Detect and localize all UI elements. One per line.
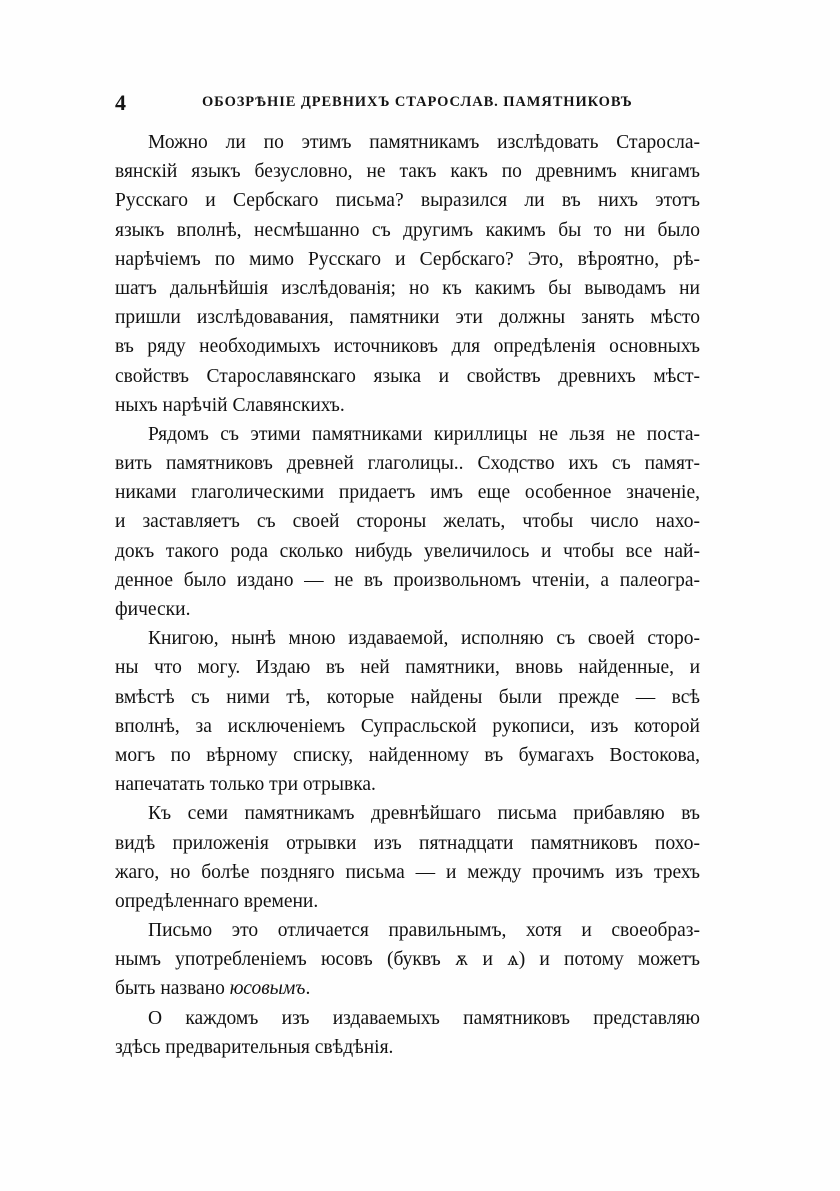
text-line: Книгою, нынѣ мною издаваемой, исполняю съ своей сторо- bbox=[148, 628, 700, 650]
text-line: вмѣстѣ съ ними тѣ, которые найдены были прежде — всѣ bbox=[115, 686, 700, 708]
page-header bbox=[115, 90, 700, 116]
text-fragment: . bbox=[305, 978, 311, 1000]
text-line: нымъ употребленіемъ юсовъ (буквъ ѫ и ѧ) и потому можетъ bbox=[115, 949, 700, 971]
text-line: вянскій языкъ безусловно, не такъ какъ по древнимъ книгамъ bbox=[115, 161, 700, 183]
paragraph-6 bbox=[115, 1004, 700, 1062]
italic-term: юсовымъ bbox=[229, 978, 306, 1000]
text-line: опредѣленнаго времени. bbox=[115, 890, 319, 912]
text-line: Русскаго и Сербскаго письма? выразился ли въ нихъ этотъ bbox=[115, 190, 700, 212]
text-line: вполнѣ, за исключеніемъ Супрасльской рукописи, изъ которой bbox=[115, 715, 700, 737]
text-line: ны что могу. Издаю въ ней памятники, вновь найденные, и bbox=[115, 657, 700, 679]
text-line: Письмо это отличается правильнымъ, хотя и своеобраз- bbox=[148, 920, 700, 942]
text-line: Рядомъ съ этими памятниками кириллицы не льзя не поста- bbox=[148, 423, 700, 445]
text-line: свойствъ Старославянскаго языка и свойствъ древнихъ мѣст- bbox=[115, 365, 700, 387]
text-line: докъ такого рода сколько нибудь увеличилось и чтобы все най- bbox=[115, 540, 700, 562]
text-line: видѣ приложенія отрывки изъ пятнадцати памятниковъ похо- bbox=[115, 832, 700, 854]
paragraph-2 bbox=[115, 420, 700, 624]
text-line-with-italic bbox=[115, 974, 700, 1003]
text-line: О каждомъ изъ издаваемыхъ памятниковъ представляю bbox=[148, 1007, 700, 1029]
text-line: пришли изслѣдовавания, памятники эти должны занять мѣсто bbox=[115, 307, 700, 329]
text-line: языкъ вполнѣ, несмѣшанно съ другимъ какимъ бы то ни было bbox=[115, 219, 700, 241]
text-line: жаго, но болѣе поздняго письма — и между прочимъ изъ трехъ bbox=[115, 861, 700, 883]
text-line: въ ряду необходимыхъ источниковъ для опредѣленія основныхъ bbox=[115, 336, 700, 358]
paragraph-1 bbox=[115, 128, 700, 420]
body-text bbox=[115, 128, 700, 1062]
text-line: Можно ли по этимъ памятникамъ изслѣдовать Старосла- bbox=[148, 132, 700, 153]
text-line: и заставляетъ съ своей стороны желать, чтобы число нахо- bbox=[115, 511, 700, 533]
page-number: 4 bbox=[115, 90, 126, 115]
paragraph-4 bbox=[115, 799, 700, 916]
paragraph-5 bbox=[115, 916, 700, 1004]
text-line: напечатать только три отрывка. bbox=[115, 774, 376, 796]
text-line: фически. bbox=[115, 599, 191, 620]
text-line: шатъ дальнѣйшія изслѣдованія; но къ какимъ бы выводамъ ни bbox=[115, 277, 700, 299]
text-line: никами глаголическими придаетъ имъ еще особенное значеніе, bbox=[115, 482, 700, 504]
text-fragment: быть названо bbox=[115, 978, 230, 1000]
text-line: ныхъ нарѣчій Славянскихъ. bbox=[115, 394, 345, 416]
text-line: денное было издано — не въ произвольномъ чтеніи, а палеогра- bbox=[115, 569, 700, 591]
paragraph-3 bbox=[115, 624, 700, 799]
text-line: здѣсь предварительныя свѣдѣнія. bbox=[115, 1036, 394, 1058]
text-line: вить памятниковъ древней глаголицы.. Сходство ихъ съ памят- bbox=[115, 453, 700, 475]
text-line: нарѣчіемъ по мимо Русскаго и Сербскаго? Это, вѣроятно, рѣ- bbox=[115, 248, 700, 270]
text-line: могъ по вѣрному списку, найденному въ бумагахъ Востокова, bbox=[115, 744, 700, 766]
text-line: Къ семи памятникамъ древнѣйшаго письма прибавляю въ bbox=[148, 803, 700, 825]
running-title: ОБОЗРѢНІЕ ДРЕВНИХЪ СТАРОСЛАВ. ПАМЯТНИКОВЪ bbox=[202, 94, 633, 110]
